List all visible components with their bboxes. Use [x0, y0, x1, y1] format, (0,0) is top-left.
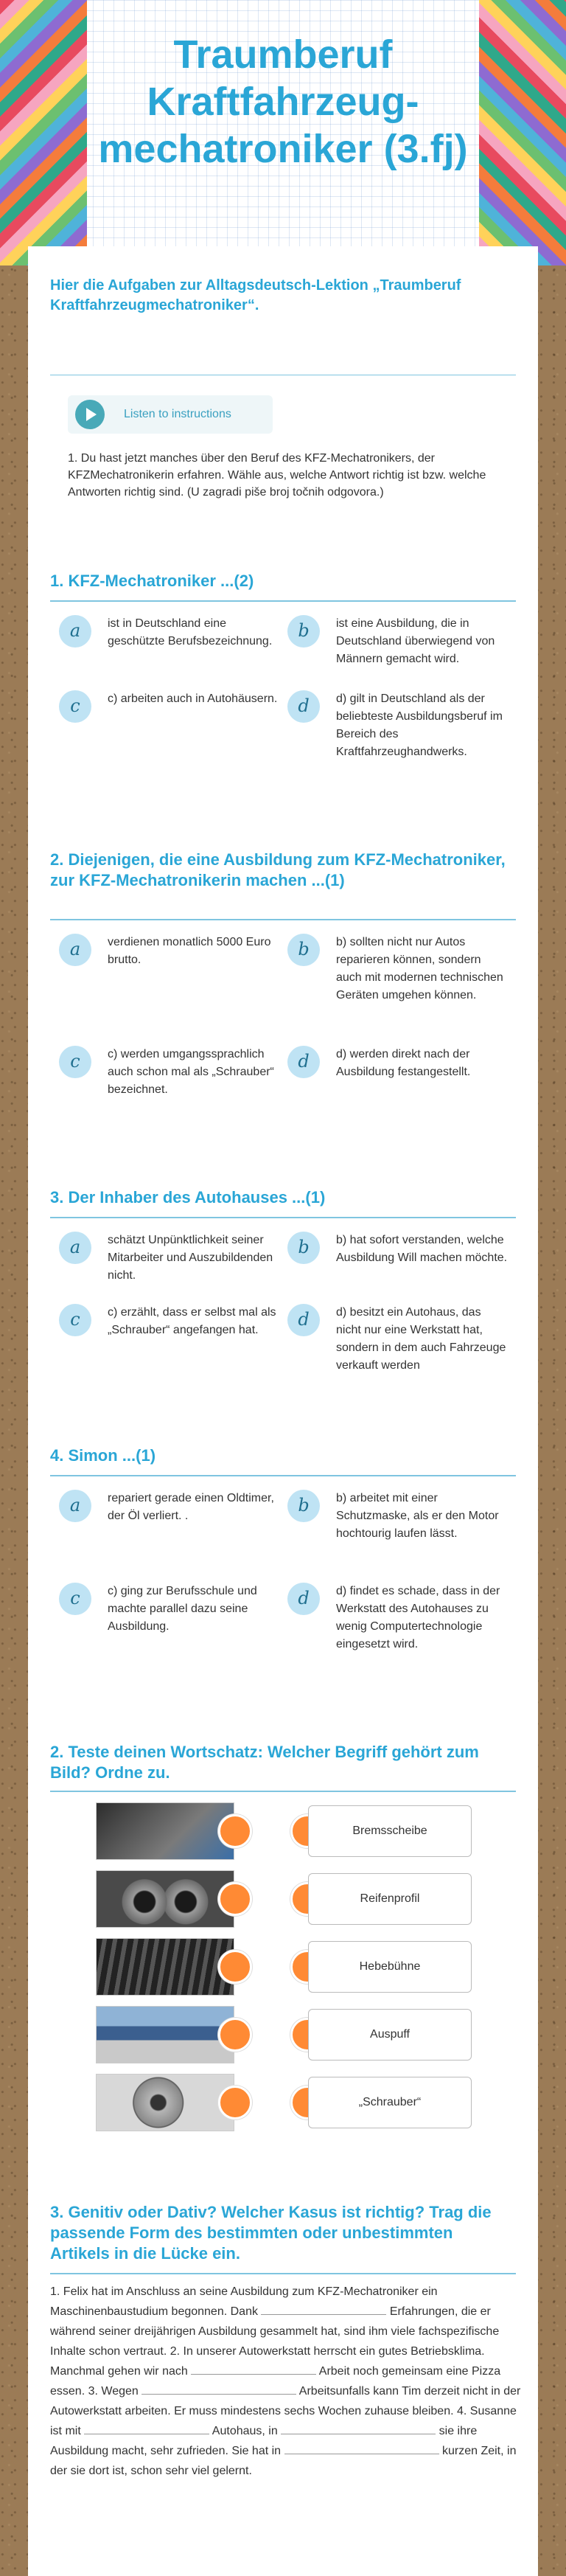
match-row [28, 2074, 538, 2133]
match-image-4 [96, 2006, 234, 2063]
match-image-5 [96, 2074, 234, 2131]
match-row [28, 1870, 538, 1929]
divider [50, 2273, 516, 2274]
match-handle-left[interactable] [218, 1882, 252, 1916]
match-handle-left[interactable] [218, 2086, 252, 2120]
gap-title: 3. Genitiv oder Dativ? Welcher Kasus ist richtig? Trag die passende Form des bestimmten oder unbestimmten Artikels in die Lücke ein. [50, 2203, 492, 2263]
header-banner [0, 0, 566, 265]
gap-input-3[interactable] [142, 2383, 296, 2395]
option-badge: b [287, 615, 320, 648]
gap-text-segment: 1. Felix hat im Anschluss an seine Ausbildung zum KFZ-Mechatroniker ein Maschinenbaustudium begonnen. Dank [50, 2285, 438, 2318]
match-row [28, 2006, 538, 2065]
option-badge: c [59, 1583, 91, 1615]
gap-fill-text [50, 2282, 522, 2481]
match-row [28, 1938, 538, 1997]
match-term-box[interactable]: Auspuff [308, 2009, 472, 2061]
option-badge: d [287, 1304, 320, 1336]
match-image-2 [96, 1870, 234, 1928]
option-text: d) werden direkt nach der Ausbildung festangestellt. [336, 1048, 471, 1078]
divider [50, 600, 516, 602]
match-term-box[interactable]: Bremsscheibe [308, 1805, 472, 1857]
option-badge: a [59, 934, 91, 966]
option-text: c) werden umgangssprachlich auch schon mal als „Schrauber“ bezeichnet. [108, 1048, 274, 1096]
listen-label: Listen to instructions [124, 408, 231, 420]
option-text: verdienen monatlich 5000 Euro brutto. [108, 936, 271, 966]
match-handle-left[interactable] [218, 2018, 252, 2052]
page-title: Traumberuf Kraftfahrzeug-mechatroniker (3.fj) [98, 32, 468, 171]
match-term-box[interactable]: Reifenprofil [308, 1873, 472, 1925]
option-text: c) arbeiten auch in Autohäusern. [108, 692, 278, 705]
option-text: b) arbeitet mit einer Schutzmaske, als er den Motor hochtourig laufen lässt. [336, 1492, 499, 1540]
divider [50, 1475, 516, 1476]
option-badge: b [287, 1232, 320, 1264]
question-3-title: 3. Der Inhaber des Autohauses ...(1) [50, 1188, 326, 1207]
option-badge: d [287, 1583, 320, 1615]
instruction-text: 1. Du hast jetzt manches über den Beruf des KFZ-Mechatronikers, der KFZMechatronikerin erfahren. Wähle aus, welche Antwort richtig ist bzw. welche Antworten richtig sind. (U zagradi piše broj točnih odgovora.) [68, 452, 486, 499]
option-text: b) sollten nicht nur Autos reparieren können, sondern auch mit modernen technischen Geräten umgehen können. [336, 936, 503, 1001]
option-badge: a [59, 615, 91, 648]
question-1-title: 1. KFZ-Mechatroniker ...(2) [50, 572, 254, 590]
match-handle-left[interactable] [218, 1814, 252, 1848]
option-badge: c [59, 690, 91, 723]
question-4-title: 4. Simon ...(1) [50, 1446, 156, 1465]
gap-input-4[interactable] [84, 2423, 209, 2434]
listen-instructions-button[interactable] [68, 395, 273, 434]
option-text: schätzt Unpünktlichkeit seiner Mitarbeiter und Auszubildenden nicht. [108, 1234, 273, 1282]
gap-input-5[interactable] [281, 2423, 436, 2434]
option-badge: b [287, 934, 320, 966]
gap-text-segment: sie ihre Ausbildung macht, sehr zufrieden. Sie hat in [50, 2425, 478, 2457]
decorative-stripes-right [479, 0, 566, 265]
gap-text-segment: Arbeit noch gemeinsam eine Pizza essen. 3. Wegen [50, 2365, 501, 2398]
divider [50, 1217, 516, 1218]
option-text: b) hat sofort verstanden, welche Ausbildung Will machen möchte. [336, 1234, 508, 1264]
content-card [28, 246, 538, 2576]
option-badge: a [59, 1232, 91, 1264]
question-2-title: 2. Diejenigen, die eine Ausbildung zum KFZ-Mechatroniker, zur KFZ-Mechatronikerin machen ...(1) [50, 850, 506, 889]
gap-text-segment: Arbeitsunfalls kann Tim derzeit nicht in der Autowerkstatt arbeiten. Er muss mindestens sechs Wochen zuhause bleiben. 4. Susanne ist mit [50, 2385, 521, 2437]
match-row [28, 1802, 538, 1861]
option-badge: d [287, 690, 320, 723]
intro-text: Hier die Aufgaben zur Alltagsdeutsch-Lektion „Traumberuf Kraftfahrzeugmechatroniker“. [50, 277, 461, 313]
match-handle-left[interactable] [218, 1950, 252, 1984]
play-icon[interactable] [75, 400, 105, 429]
option-text: d) gilt in Deutschland als der beliebteste Ausbildungsberuf im Bereich des Kraftfahrzeughandwerks. [336, 692, 503, 758]
vocab-title: 2. Teste deinen Wortschatz: Welcher Begriff gehört zum Bild? Ordne zu. [50, 1743, 479, 1782]
option-badge: d [287, 1046, 320, 1078]
option-text: d) findet es schade, dass in der Werkstatt des Autohauses zu wenig Computertechnologie eingesetzt wird. [336, 1585, 500, 1650]
gap-input-6[interactable] [284, 2443, 439, 2454]
option-badge: b [287, 1490, 320, 1522]
match-image-1 [96, 1802, 234, 1860]
gap-text-segment: Erfahrungen, die er während seiner dreijährigen Ausbildung gesammelt hat, sind ihm viele fachspezifische Inhalte schon vertraut. 2. In unserer Autowerkstatt herrscht ein gutes Betriebsklima. Manchmal gehen wir nach [50, 2305, 500, 2378]
option-badge: c [59, 1046, 91, 1078]
option-text: ist in Deutschland eine geschützte Berufsbezeichnung. [108, 617, 273, 648]
match-term-box[interactable]: Hebebühne [308, 1941, 472, 1993]
option-text: c) erzählt, dass er selbst mal als „Schrauber“ angefangen hat. [108, 1306, 276, 1336]
divider [50, 1791, 516, 1792]
match-term-box[interactable]: „Schrauber“ [308, 2077, 472, 2128]
decorative-stripes-left [0, 0, 87, 265]
option-text: ist eine Ausbildung, die in Deutschland überwiegend von Männern gemacht wird. [336, 617, 495, 665]
gap-text-segment: kurzen Zeit, in der sie dort ist, schon sehr viel gelernt. [50, 2445, 517, 2477]
gap-input-2[interactable] [191, 2363, 316, 2375]
option-badge: c [59, 1304, 91, 1336]
option-text: d) besitzt ein Autohaus, das nicht nur eine Werkstatt hat, sondern in dem auch Fahrzeuge verkauft werden [336, 1306, 506, 1372]
gap-input-1[interactable] [261, 2303, 386, 2315]
option-text: repariert gerade einen Oldtimer, der Öl verliert. . [108, 1492, 274, 1522]
gap-text-segment: Autohaus, in [212, 2425, 278, 2437]
option-badge: a [59, 1490, 91, 1522]
match-image-3 [96, 1938, 234, 1996]
option-text: c) ging zur Berufsschule und machte parallel dazu seine Ausbildung. [108, 1585, 257, 1633]
divider [50, 919, 516, 920]
